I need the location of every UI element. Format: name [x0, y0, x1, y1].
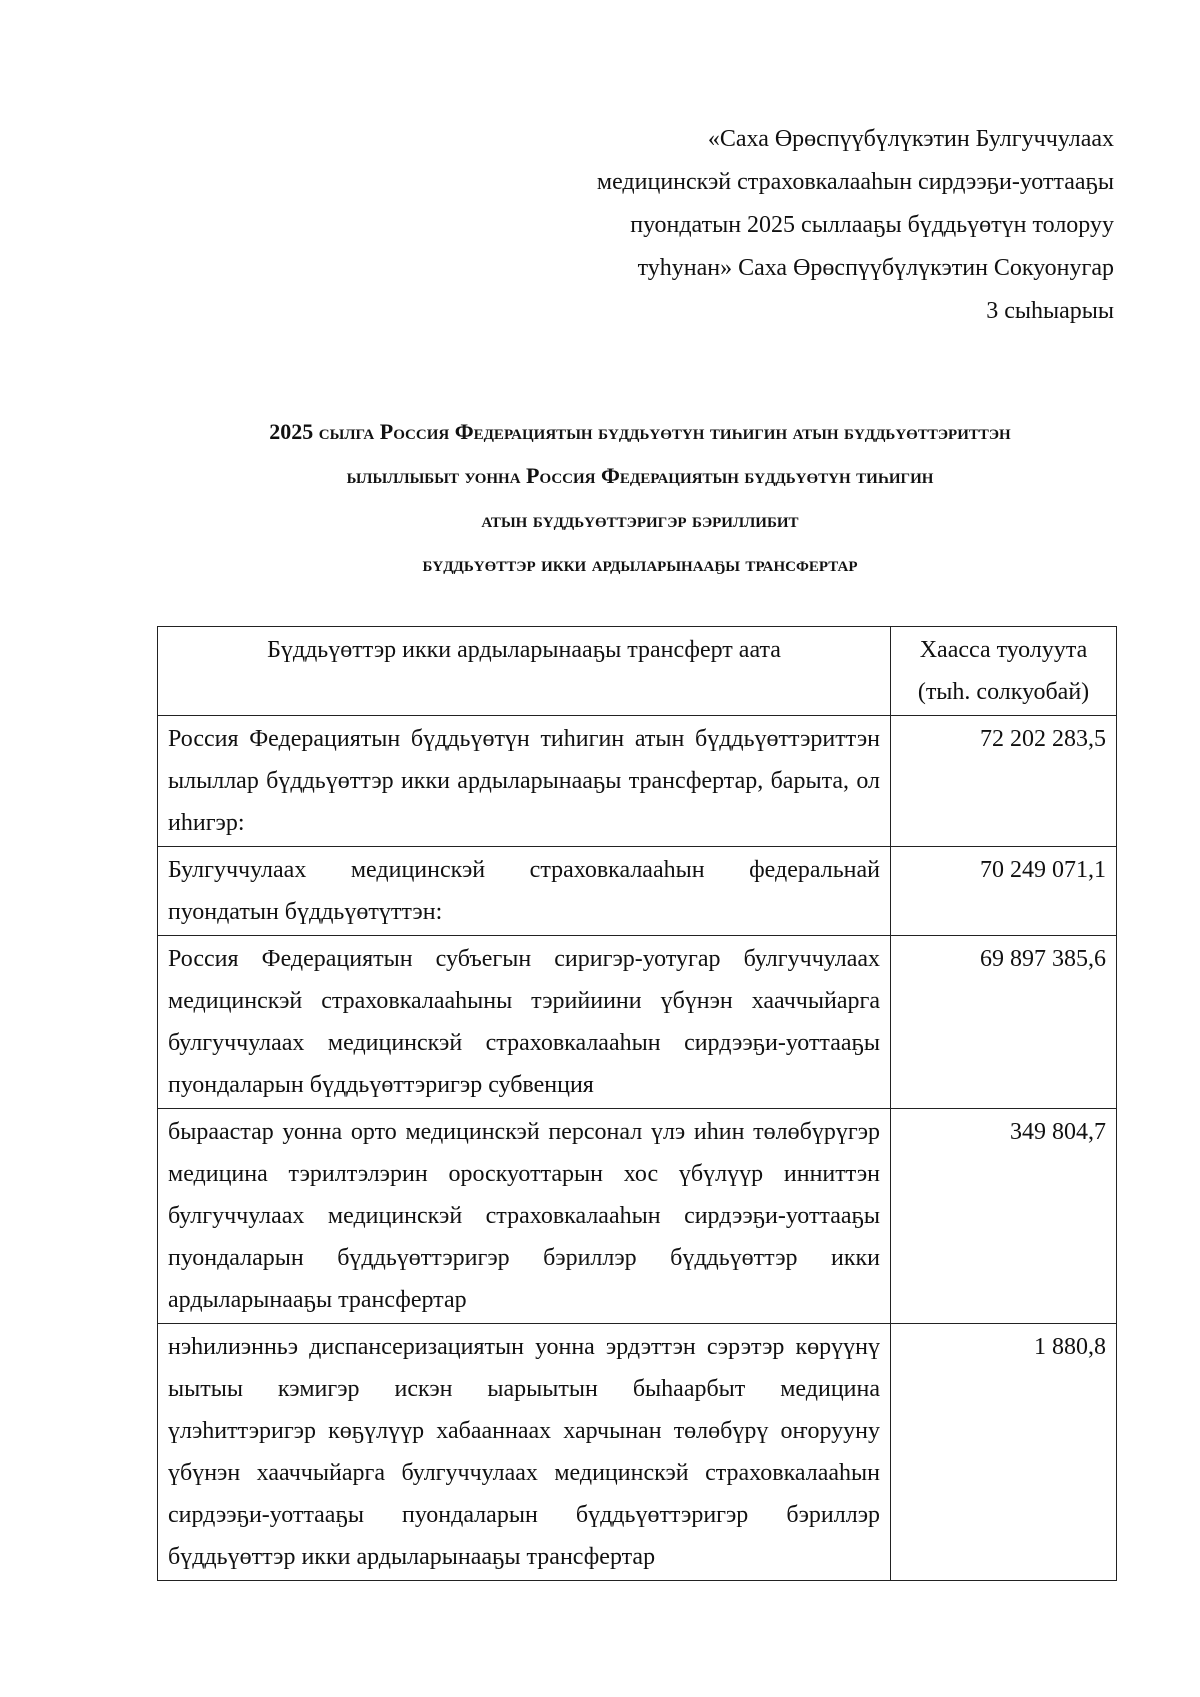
table-header-row [158, 627, 1117, 716]
transfer-amount-cell: 1 880,8 [891, 1324, 1117, 1581]
table-row [158, 1109, 1117, 1324]
table-row [158, 1324, 1117, 1581]
title-line: бүддьүөттэр икки ардыларынааҕы трансфертар [422, 551, 858, 576]
appendix-line: «Саха Өрөспүүбүлүкэтин Булгуччулаах [707, 126, 1114, 152]
header-amount [891, 627, 1117, 716]
transfers-table [157, 626, 1117, 1581]
header-transfer-name: Бүддьүөттэр икки ардыларынааҕы трансферт аата [158, 627, 891, 716]
title-line: ылыллыбыт уонна Россия Федерациятын бүддьүөтүн тиһигин [346, 463, 934, 488]
document-title [160, 410, 1120, 586]
transfer-name-cell: Россия Федерациятын субъегын сиригэр-уотугар булгуччулаах медицинскэй страховкалааһыны тэрийиини үбүнэн хааччыйарга булгуччулаах медицинскэй страховкалааһын сирдээҕи-уоттааҕы пуондаларын бүддьүөттэригэр субвенция [158, 936, 891, 1109]
transfer-name-cell: Булгуччулаах медицинскэй страховкалааһын федеральнай пуондатын бүддьүөтүттэн: [158, 847, 891, 936]
transfer-name-cell: быраастар уонна орто медицинскэй персонал үлэ иһин төлөбүрүгэр медицина тэрилтэлэрин ороскуоттарын хос үбүлүүр инниттэн булгуччулаах медицинскэй страховкалааһын сирдээҕи-уоттааҕы пуондаларын бүддьүөттэригэр бэриллэр бүддьүөттэр икки ардыларынааҕы трансфертар [158, 1109, 891, 1324]
transfer-name-cell: Россия Федерациятын бүддьүөтүн тиһигин атын бүддьүөттэриттэн ылыллар бүддьүөттэр икки ардыларынааҕы трансфертар, барыта, ол иһигэр: [158, 716, 891, 847]
table-row [158, 716, 1117, 847]
appendix-line: туһунан» Саха Өрөспүүбүлүкэтин Сокуонугар [637, 255, 1114, 281]
appendix-line: медицинскэй страховкалааһын сирдээҕи-уоттааҕы [596, 169, 1114, 195]
transfer-amount-cell: 70 249 071,1 [891, 847, 1117, 936]
transfer-name-cell: нэһилиэнньэ диспансеризациятын уонна эрдэттэн сэрэтэр көрүүнү ыытыы кэмигэр искэн ыарыытын быһаарбыт медицина үлэһиттэригэр көҕүлүүр хабааннаах харчынан төлөбүрү оҥорууну үбүнэн хааччыйарга булгуччулаах медицинскэй страховкалааһын сирдээҕи-уоттааҕы пуондаларын бүддьүөттэригэр бэриллэр бүддьүөттэр икки ардыларынааҕы трансфертар [158, 1324, 891, 1581]
title-line: 2025 сылга Россия Федерациятын бүддьүөтүн тиһигин атын бүддьүөттэриттэн [269, 419, 1011, 444]
transfer-amount-cell: 72 202 283,5 [891, 716, 1117, 847]
header-amount-unit: (тыһ. солкуобай) [917, 679, 1090, 705]
appendix-reference [597, 118, 1114, 333]
appendix-line: 3 сыһыарыы [986, 298, 1114, 324]
table-row [158, 936, 1117, 1109]
transfer-amount-cell: 349 804,7 [891, 1109, 1117, 1324]
transfer-amount-cell: 69 897 385,6 [891, 936, 1117, 1109]
appendix-line: пуондатын 2025 сыллааҕы бүддьүөтүн толоруу [630, 212, 1114, 238]
table-row [158, 847, 1117, 936]
title-line: атын бүддьүөттэригэр бэриллибит [481, 507, 799, 532]
header-amount-title: Хаасса туолуута [919, 637, 1088, 663]
